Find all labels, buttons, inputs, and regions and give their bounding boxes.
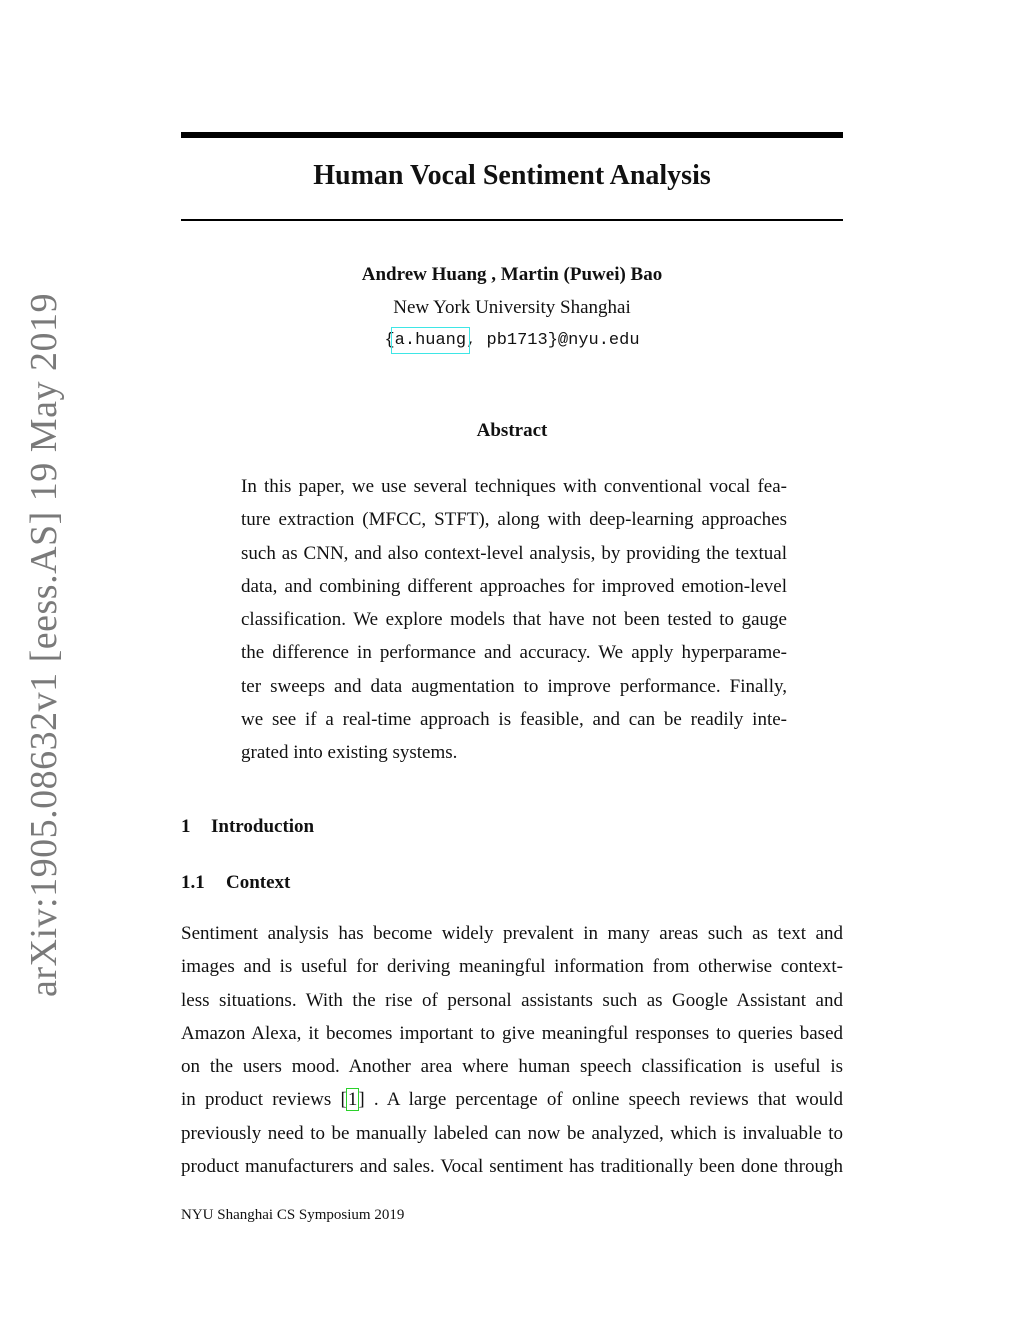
email-rest: , pb1713}@nyu.edu: [466, 331, 640, 350]
body-line: on the users mood. Another area where human speech classification is useful is: [181, 1056, 843, 1078]
body-line-with-citation: [181, 1086, 843, 1119]
citation-link[interactable]: 1: [347, 1089, 358, 1111]
body-line: Amazon Alexa, it becomes important to give meaningful responses to queries based: [181, 1022, 843, 1044]
citation-prefix: in product reviews [: [181, 1089, 347, 1111]
body-line: Sentiment analysis has become widely prevalent in many areas such as text and: [181, 923, 843, 944]
abstract-text: [241, 473, 787, 773]
title-top-rule: [181, 132, 843, 138]
abstract-line: ter sweeps and data augmentation to improve performance. Finally,: [241, 675, 787, 697]
abstract-line: data, and combining different approaches for improved emotion-level: [241, 575, 787, 597]
arxiv-identifier-stamp: arXiv:1905.08632v1 [eess.AS] 19 May 2019: [23, 293, 65, 997]
abstract-line: In this paper, we use several techniques with conventional vocal fea-: [241, 476, 787, 497]
abstract-line: grated into existing systems.: [241, 742, 458, 764]
abstract-line: we see if a real-time approach is feasible, and can be readily inte-: [241, 709, 787, 731]
body-paragraph: [181, 920, 843, 1186]
section-heading-introduction: [181, 816, 314, 838]
citation-suffix: ] . A large percentage of online speech reviews that would: [358, 1089, 843, 1111]
author-list: Andrew Huang , Martin (Puwei) Bao: [361, 264, 663, 285]
subsection-title: Context: [226, 872, 291, 893]
paper-title: Human Vocal Sentiment Analysis: [313, 160, 711, 191]
author-emails: [181, 331, 843, 350]
body-line: less situations. With the rise of personal assistants such as Google Assistant and: [181, 989, 843, 1011]
section-title: Introduction: [211, 816, 315, 837]
body-line: product manufacturers and sales. Vocal sentiment has traditionally been done through: [181, 1156, 843, 1178]
abstract-line: ture extraction (MFCC, STFT), along with deep-learning approaches: [241, 509, 787, 531]
abstract-line: the difference in performance and accuracy. We apply hyperparame-: [241, 642, 787, 664]
email-brace-open: {: [384, 331, 395, 350]
abstract-line: classification. We explore models that have not been tested to gauge: [241, 609, 787, 631]
section-number: 1: [181, 816, 191, 837]
body-line: previously need to be manually labeled can now be analyzed, which is invaluable to: [181, 1122, 843, 1144]
page-footer: NYU Shanghai CS Symposium 2019: [181, 1207, 405, 1223]
title-bottom-rule: [181, 219, 843, 221]
email-link[interactable]: a.huang: [394, 331, 467, 350]
abstract-line: such as CNN, and also context-level analysis, by providing the textual: [241, 542, 787, 564]
author-affiliation: New York University Shanghai: [393, 297, 631, 318]
body-line: images and is useful for deriving meaningful information from otherwise context-: [181, 956, 843, 978]
abstract-heading: Abstract: [476, 420, 548, 441]
subsection-number: 1.1: [181, 872, 205, 893]
subsection-heading-context: [181, 872, 290, 894]
